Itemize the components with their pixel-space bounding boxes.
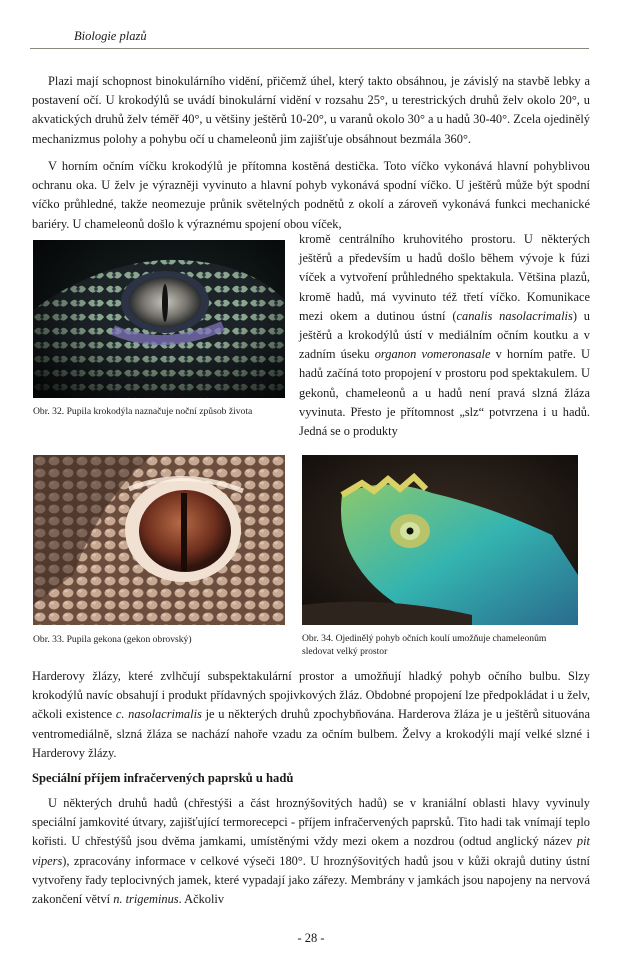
spectacle-text-b: ) u ještěrů a krokodýlů ústí v mediálním očním koutku a v zadním úseku <box>299 308 590 362</box>
paragraph-eyelids: V horním očním víčku krokodýlů je přítomna kostěná destička. Toto víčko vykonává hlavní pohyblivou ochranu oka. U želv je výrazněji vyvinuto a hlavní pohyb vykonává spodní víčko. U ještěrů může být spodní víčko průhledné, takže neomezuje průnik světelných podnětů z okolí a zároveň vykonává funkci mechanické bariéry. U chameleonů došlo k výraznému spojení obou víček, <box>32 159 590 231</box>
paragraph-spectacle <box>299 230 590 441</box>
term-organon-vomeronasale: organon vomeronasale <box>374 347 491 362</box>
infrared-text-b: ), zpracovány informace v celkové výseči 180°. U hroznýšovitých hadů jsou v kůži okrajů dutiny ústní vytvořeny řady teplocivných jamek, které vypadají jako zářezy. Membrány v jamkách jsou napojeny na nervová zakončení větví <box>32 853 590 907</box>
photo-crocodile-eye <box>33 240 285 398</box>
header-rule <box>30 48 589 49</box>
paragraph-binocular-vision: Plazi mají schopnost binokulárního vidění, přičemž úhel, který takto obsáhnou, je závislý na stavbě lebky a postavení očí. U krokodýlů se uvádí binokulární vidění v rozsahu 25°, u terestrických druhů želv okolo 20°, u akvatických druhů želv téměř 40°, u většiny ještěrů 10-20°, u varanů okolo 30° a u hadů 30-40°. Zcela ojedinělý mechanizmus polohy a pohybu očí u chameleonů jim zajišťuje obsáhnout bezmála 360°. <box>32 74 590 146</box>
photo-chameleon <box>302 455 578 625</box>
section-heading-infrared: Speciální příjem infračervených paprsků u hadů <box>32 771 294 785</box>
photo-gecko-eye <box>33 455 285 625</box>
figure-32-caption: Obr. 32. Pupila krokodýla naznačuje noční způsob života <box>33 406 253 417</box>
spectacle-text-a: kromě centrálního kruhovitého prostoru. U některých ještěrů a především u hadů došlo během vývoje k fúzi víček a vytvoření průhledného spektakula. Většina plazů, kromě hadů, má vyvinuto též třetí víčko. Komunikace mezi okem a dutinou ústní ( <box>299 232 590 323</box>
term-n-trigeminus: n. trigeminus <box>113 892 179 907</box>
harderian-text-b: je u některých druhů zpochybňována. Harderova žláza je u ještěrů situována ventromediálně, slzná žláza se nachází nahoře vzadu za očním bulbem. Želvy a krokodýli mají velké slzné i Harderovy žlázy. <box>32 707 591 760</box>
term-canalis-nasolacrimalis: canalis nasolacrimalis <box>456 308 573 323</box>
term-pit-vipers: pit vipers <box>32 834 590 868</box>
running-header: Biologie plazů <box>74 29 147 43</box>
infrared-text-a: U některých druhů hadů (chřestýši a část hroznýšovitých hadů) se v kraniální oblasti hlavy vyvinuly speciální jamkovité útvary, zajišťující termorecepci - příjem infračervených paprsků. Tito hadi tak vnímají teplo kořisti. U chřestýšů jsou dvěma jamkami, umístěnými vždy mezi okem a nozdrou (odtud anglický název <box>32 796 590 849</box>
spectacle-text-c: v horním patře. U hadů začíná toto propojení v prostoru pod spektakulem. U gekonů, chameleonů a u hadů není pravá slzná žláza vyvinuta. Přesto je přítomnost „slz“ potvrzena i u hadů. Jedná se o produkty <box>299 347 590 439</box>
paragraph-infrared-pits <box>32 794 590 909</box>
harderian-text-a: Harderovy žlázy, které zvlhčují subspektakulární prostor a umožňují hladký pohyb očního bulbu. Slzy krokodýlů navíc obsahují i produkt přídavných spojivkových žláz. Obdobné propojení lze předpokládat i u želv, ačkoli existence <box>32 669 590 722</box>
paragraph-harderian-gland <box>32 667 590 763</box>
term-c-nasolacrimalis: c. nasolacrimalis <box>115 707 202 722</box>
figure-34-caption: Obr. 34. Ojedinělý pohyb očních koulí umožňuje chameleonům sledovat velký prostor <box>302 633 547 657</box>
figure-33-caption: Obr. 33. Pupila gekona (gekon obrovský) <box>33 634 192 645</box>
infrared-text-c: . Ačkoliv <box>178 892 225 907</box>
page-number: - 28 - <box>297 931 325 945</box>
